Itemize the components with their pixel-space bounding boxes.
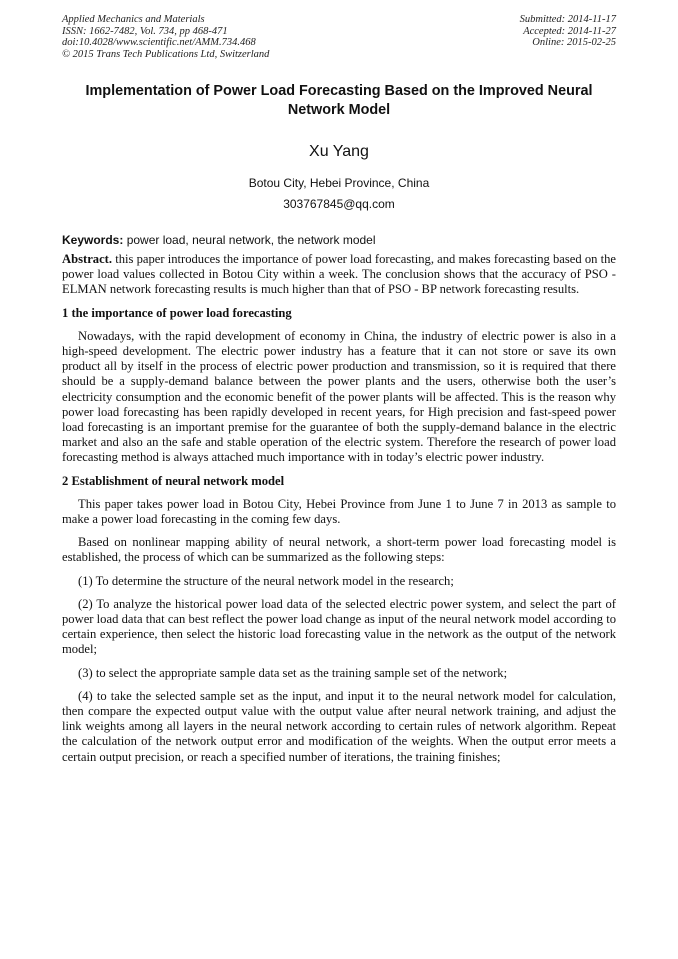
author-email: 303767845@qq.com xyxy=(283,197,395,211)
section-1-heading: 1 the importance of power load forecasting xyxy=(62,305,292,320)
abstract-label: Abstract. xyxy=(62,252,113,266)
online-date: Online: 2015-02-25 xyxy=(532,37,616,49)
step-3: (3) to select the appropriate sample data set as the training sample set of the network; xyxy=(78,665,508,680)
publication-dates xyxy=(520,14,616,49)
keywords-text: power load, neural network, the network model xyxy=(126,233,376,247)
step-4: (4) to take the selected sample set as the input, and input it to the neural network model for calculation, then compare the expected output value with the output value after neural network training, and adjust the link weights among all layers in the neural network according to certain rules of network algorithm. Repeat the calculation of the network output error and modification of the weights. When the output error meets a certain output precision, or reach a specified number of iterations, the training finishes; xyxy=(62,688,616,764)
journal-name: Applied Mechanics and Materials xyxy=(62,14,205,25)
author-affiliation: Botou City, Hebei Province, China xyxy=(248,176,430,190)
journal-meta xyxy=(62,14,269,60)
section-1-paragraph: Nowadays, with the rapid development of economy in China, the industry of electric power is also in a high-speed development. The electric power industry has a feature that it can not store or save its own product all by itself in the process of electric power production and transmission, so it is required that there should be a supply-demand balance between the power plants and the users, otherwise both the user’s electricity consumption and the economic benefit of the power plants will be affected. This is the reason why power load forecasting has been rapidly developed in recent years, for High precision and fast-speed power load forecasting is an important premise for the guarantee of both the supply-demand balance in the electric market and also an the safe and stable operation of the electric system. Therefore the research of power load forecasting method is always attached much importance with in today’s electric power industry. xyxy=(62,328,616,465)
journal-issn: ISSN: 1662-7482, Vol. 734, pp 468-471 xyxy=(62,25,228,37)
submitted-date: Submitted: 2014-11-17 xyxy=(519,14,616,25)
paper-body xyxy=(62,252,616,773)
author-name: Xu Yang xyxy=(309,143,369,160)
section-2-heading: 2 Establishment of neural network model xyxy=(62,473,285,488)
step-1: (1) To determine the structure of the neural network model in the research; xyxy=(78,573,454,588)
abstract-text: this paper introduces the importance of power load forecasting, and makes forecasting based on the power load values collected in Botou City within a week. The conclusion shows that the accuracy of PSO - ELMAN network forecasting results is much higher than that of PSO - BP network forecasting results. xyxy=(62,252,616,297)
step-2: (2) To analyze the historical power load data of the selected electric power system, and select the part of power load data that can best reflect the power load change as input of the neural network model according to certain experience, then select the historic load forecasting value in the network as the output of the network model; xyxy=(62,596,616,657)
accepted-date: Accepted: 2014-11-27 xyxy=(523,25,616,37)
journal-copyright: © 2015 Trans Tech Publications Ltd, Switzerland xyxy=(62,48,270,60)
journal-doi: doi:10.4028/www.scientific.net/AMM.734.468 xyxy=(62,37,256,49)
keywords-label: Keywords: xyxy=(62,233,124,247)
abstract xyxy=(62,252,616,298)
paper-title: Implementation of Power Load Forecasting Based on the Improved Neural Network Model xyxy=(85,83,593,118)
section-2-paragraph: Based on nonlinear mapping ability of neural network, a short-term power load forecasting model is established, the process of which can be summarized as the following steps: xyxy=(62,535,616,565)
section-2-paragraph: This paper takes power load in Botou City, Hebei Province from June 1 to June 7 in 2013 as sample to make a power load forecasting in the coming few days. xyxy=(62,496,616,527)
keywords xyxy=(62,233,616,247)
